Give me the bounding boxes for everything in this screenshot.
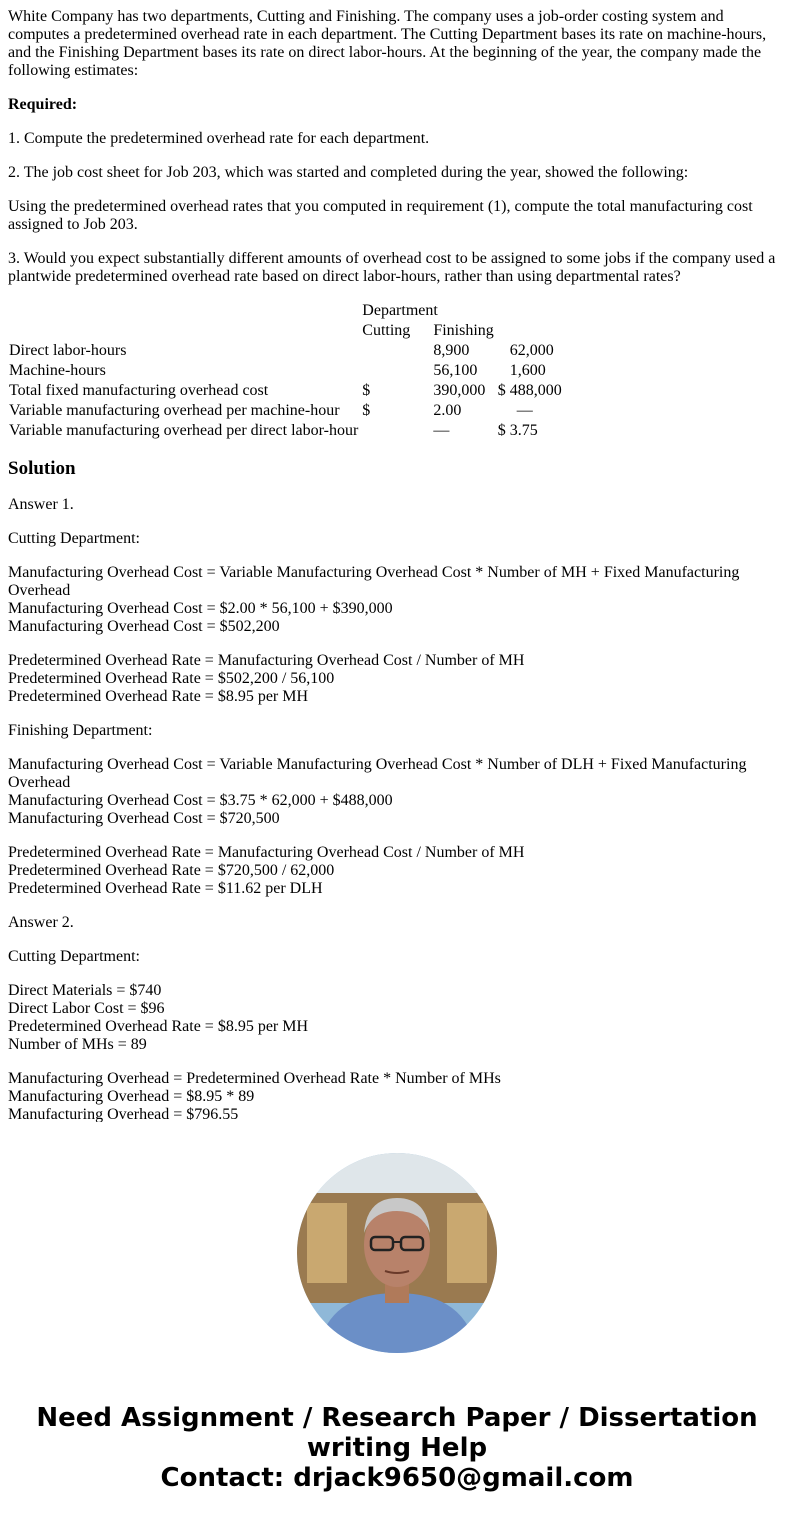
table-cell-label: Variable manufacturing overhead per machine-hour — [9, 402, 340, 419]
question-3: 3. Would you expect substantially different amounts of overhead cost to be assigned to some jobs if the company used a plantwide predetermined overhead rate based on direct labor-hours, rather than using departmental rates? — [8, 250, 776, 285]
solution-line: Predetermined Overhead Rate = $720,500 / 62,000 — [8, 862, 335, 879]
table-cell-c4: 488,000 — [509, 382, 562, 399]
solution-line: Answer 2. — [8, 914, 74, 931]
solution-line: Cutting Department: — [8, 530, 140, 547]
solution-line: Answer 1. — [8, 496, 74, 513]
solution-line: Direct Materials = $740 — [8, 982, 162, 999]
table-row — [8, 402, 563, 420]
table-cell-c4: 3.75 — [509, 422, 538, 439]
promo-banner — [0, 1403, 794, 1493]
table-cell-c4: 1,600 — [509, 362, 546, 379]
solution-line: Direct Labor Cost = $96 — [8, 1000, 165, 1017]
solution-line: Manufacturing Overhead Cost = $3.75 * 62,000 + $488,000 — [8, 792, 393, 809]
table-row — [8, 342, 563, 360]
question-2-detail: Using the predetermined overhead rates that you computed in requirement (1), compute the total manufacturing cost assigned to Job 203. — [8, 198, 753, 233]
table-cell-label: Total fixed manufacturing overhead cost — [9, 382, 269, 399]
solution-line: Manufacturing Overhead = Predetermined Overhead Rate * Number of MHs — [8, 1070, 501, 1087]
table-cell-c3: $ — [497, 422, 506, 439]
table-cell-c4: 62,000 — [509, 342, 554, 359]
solution-line: Manufacturing Overhead = $796.55 — [8, 1106, 239, 1122]
solution-line: Manufacturing Overhead Cost = $2.00 * 56,100 + $390,000 — [8, 600, 393, 617]
table-cell-c3: $ — [497, 382, 506, 399]
table-cell-c1 — [361, 362, 430, 380]
problem-intro: White Company has two departments, Cutting and Finishing. The company uses a job-order costing system and computes a predetermined overhead rate in each department. The Cutting Department bases its rate on machine-hours, and the Finishing Department bases its rate on direct labor-hours. At the beginning of the year, the company made the following estimates: — [8, 8, 767, 79]
solution-body — [8, 496, 786, 1122]
table-row — [8, 382, 563, 400]
table-cell-c2: 8,900 — [433, 342, 470, 359]
table-cell-c2: — — [433, 422, 450, 439]
solution-paragraph — [8, 914, 786, 932]
table-row — [8, 422, 563, 440]
solution-line: Manufacturing Overhead Cost = $720,500 — [8, 810, 280, 827]
table-cell-c3 — [497, 362, 507, 380]
solution-paragraph — [8, 564, 786, 636]
solution-line: Predetermined Overhead Rate = $11.62 per DLH — [8, 880, 323, 897]
solution-line: Finishing Department: — [8, 722, 153, 739]
question-2: 2. The job cost sheet for Job 203, which was started and completed during the year, showed the following: — [8, 164, 689, 181]
col-cutting: Cutting — [362, 322, 411, 339]
estimates-table — [8, 300, 565, 442]
question-1: 1. Compute the predetermined overhead rate for each department. — [8, 130, 430, 147]
table-cell-label: Machine-hours — [9, 362, 106, 379]
solution-paragraph — [8, 844, 786, 898]
solution-line: Predetermined Overhead Rate = $502,200 / 56,100 — [8, 670, 335, 687]
solution-line: Predetermined Overhead Rate = Manufacturing Overhead Cost / Number of MH — [8, 844, 525, 861]
table-cell-c1 — [361, 342, 430, 360]
solution-title: Solution — [8, 458, 76, 479]
required-heading: Required: — [8, 96, 78, 113]
solution-paragraph — [8, 982, 786, 1054]
solution-line: Predetermined Overhead Rate = Manufacturing Overhead Cost / Number of MH — [8, 652, 525, 669]
table-cell-c2: 2.00 — [433, 402, 462, 419]
table-cell-c1 — [361, 422, 430, 440]
table-cell-c2: 56,100 — [433, 362, 478, 379]
solution-line: Manufacturing Overhead Cost = $502,200 — [8, 618, 280, 635]
col-finishing: Finishing — [433, 322, 494, 339]
document-content — [8, 8, 786, 1122]
table-cell-c3 — [497, 402, 507, 420]
solution-line: Predetermined Overhead Rate = $8.95 per MH — [8, 688, 309, 705]
promo-contact: Contact: drjack9650@gmail.com — [160, 1463, 634, 1493]
table-cell-c1: $ — [362, 382, 371, 399]
solution-line: Manufacturing Overhead Cost = Variable Manufacturing Overhead Cost * Number of DLH + Fixed Manufacturing Overhead — [8, 756, 747, 791]
solution-line: Predetermined Overhead Rate = $8.95 per MH — [8, 1018, 309, 1035]
promo-line-1: Need Assignment / Research Paper / Dissertation writing Help — [36, 1403, 758, 1463]
solution-paragraph — [8, 1070, 786, 1122]
solution-paragraph — [8, 756, 786, 828]
solution-line: Manufacturing Overhead = $8.95 * 89 — [8, 1088, 255, 1105]
table-cell-label: Direct labor-hours — [9, 342, 127, 359]
solution-paragraph — [8, 652, 786, 706]
table-cell-c4: — — [516, 402, 533, 419]
department-header: Department — [362, 302, 438, 319]
solution-paragraph — [8, 948, 786, 966]
solution-line: Number of MHs = 89 — [8, 1036, 147, 1053]
solution-paragraph — [8, 722, 786, 740]
solution-line: Cutting Department: — [8, 948, 140, 965]
solution-line: Manufacturing Overhead Cost = Variable Manufacturing Overhead Cost * Number of MH + Fixed Manufacturing Overhead — [8, 564, 740, 599]
table-cell-label: Variable manufacturing overhead per direct labor-hour — [9, 422, 359, 439]
tutor-avatar — [297, 1153, 497, 1353]
table-cell-c3 — [497, 342, 507, 360]
solution-paragraph — [8, 530, 786, 548]
solution-paragraph — [8, 496, 786, 514]
table-row — [8, 362, 563, 380]
table-cell-c1: $ — [362, 402, 371, 419]
table-cell-c2: 390,000 — [433, 382, 486, 399]
